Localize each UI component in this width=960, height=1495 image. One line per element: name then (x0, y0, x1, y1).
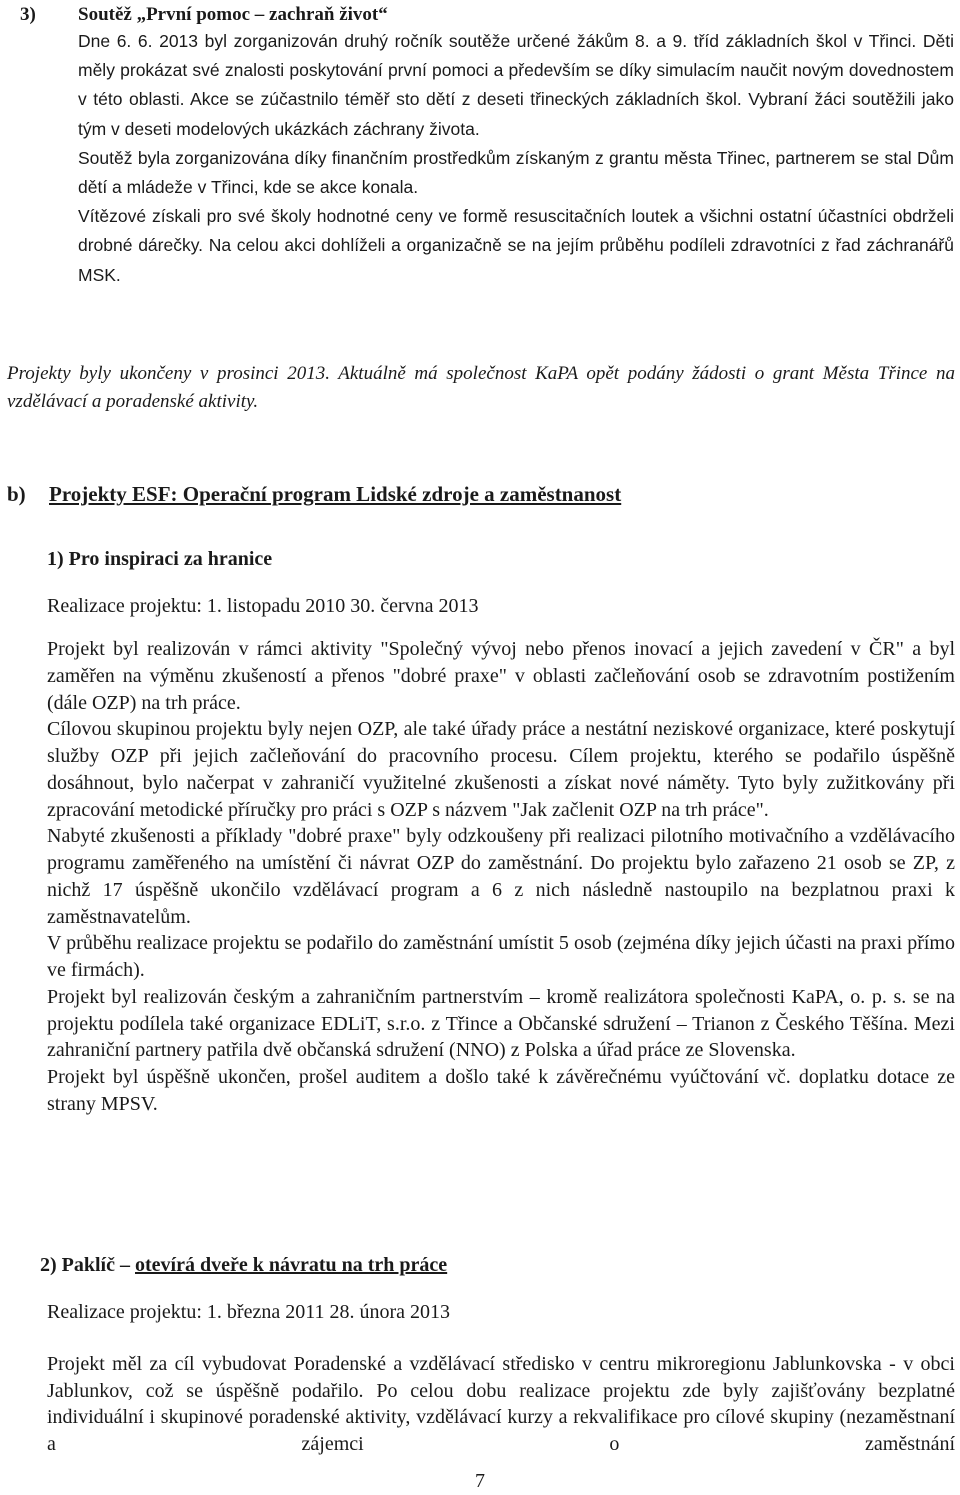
project-2-title-prefix: 2) Paklíč – (40, 1254, 130, 1276)
section-3-heading (20, 4, 388, 26)
paragraph: Cílovou skupinou projektu byly nejen OZP, ale také úřady práce a nestátní neziskové organizace, které poskytují služby OZP při jejich začleňování do pracovního procesu. Cílem projektu, kterého se podařilo úspěšně dosáhnout, bylo načerpat v zahraničí využitelné zkušenosti a získat nové náměty. Tyto byly zužitkovány při zpracování metodické příručky pro práci s OZP s názvem "Jak začlenit OZP na trh práce". (47, 718, 955, 821)
paragraph: Dne 6. 6. 2013 byl zorganizován druhý ročník soutěže určené žákům 8. a 9. tříd základních škol v Třinci. Děti měly prokázat své znalosti poskytování první pomoci a především se díky simulacím naučit novým dovednostem v této oblasti. Akce se zúčastnilo téměř sto dětí z deseti třineckých základních škol. Vybraní žáci soutěžili jako tým v deseti modelových ukázkách záchrany života. (78, 31, 954, 139)
project-2-title (40, 1254, 447, 1277)
section-b-heading (7, 482, 621, 507)
section-b-title: Projekty ESF: Operační program Lidské zdroje a zaměstnanost (49, 482, 622, 506)
paragraph: Projekt byl úspěšně ukončen, prošel auditem a došlo také k závěrečnému vyúčtování vč. doplatku dotace ze strany MPSV. (47, 1066, 955, 1115)
section-3-body (78, 27, 954, 290)
paragraph: V průběhu realizace projektu se podařilo do zaměstnání umístit 5 osob (zejména díky jejich účasti na praxi přímo ve firmách). (47, 932, 955, 981)
paragraph: Projekt byl realizován v rámci aktivity "Společný vývoj nebo přenos inovací a jejich zavedení v ČR" a byl zaměřen na výměnu zkušeností a přenos "dobré praxe" v oblasti začleňování osob se zdravotním postižením (dále OZP) na trh práce. (47, 638, 955, 714)
project-1-realization: Realizace projektu: 1. listopadu 2010 30. června 2013 (47, 595, 479, 617)
section-3-title: Soutěž „První pomoc – zachraň život“ (78, 4, 388, 25)
project-1-title: 1) Pro inspiraci za hranice (47, 548, 273, 570)
project-1-body (47, 636, 955, 1118)
paragraph: Nabyté zkušenosti a příklady "dobré praxe" byly odzkoušeny při realizaci pilotního motivačního a vzdělávacího programu zaměřeného na umístění či návrat OZP do zaměstnání. Do projektu bylo zařazeno 21 osob se ZP, z nichž 17 úspěšně ukončilo vzdělávací program a 6 z nich následně nastoupilo na bezplatnou praxi k zaměstnavatelům. (47, 825, 955, 928)
page-number: 7 (475, 1470, 485, 1492)
project-2-body: Projekt měl za cíl vybudovat Poradenské a vzdělávací středisko v centru mikroregionu Jablunkovska - v obci Jablunkov, což se úspěšně podařilo. Po celou dobu realizace projektu zde byly zajišťovány bezplatné individuální i skupinové poradenské aktivity, vzdělávací kurzy a rekvalifikace pro cílové skupiny (nezaměstnaní a zájemci o zaměstnání (47, 1353, 955, 1456)
section-3-number: 3) (20, 4, 36, 25)
section-b-label: b) (7, 482, 26, 506)
project-2-realization: Realizace projektu: 1. března 2011 28. února 2013 (47, 1301, 451, 1323)
paragraph: Vítězové získali pro své školy hodnotné ceny ve formě resuscitačních loutek a všichni ostatní účastníci obdrželi drobné dárečky. Na celou akci dohlíželi a organizačně se na jejím průběhu podíleli zdravotníci z řad záchranářů MSK. (78, 206, 954, 285)
project-2-title-rest: otevírá dveře k návratu na trh práce (135, 1254, 448, 1276)
paragraph: Soutěž byla zorganizována díky finančním prostředkům získaným z grantu města Třinec, partnerem se stal Dům dětí a mládeže v Třinci, kde se akce konala. (78, 147, 954, 198)
projects-note: Projekty byly ukončeny v prosinci 2013. Aktuálně má společnost KaPA opět podány žádosti o grant Města Třince na vzdělávací a poradenské aktivity. (7, 363, 955, 412)
paragraph: Projekt byl realizován českým a zahraničním partnerstvím – kromě realizátora společnosti KaPA, o. p. s. se na projektu podílela také organizace EDLiT, s.r.o. z Třince a Občanské sdružení – Trianon z Českého Těšína. Mezi zahraniční partnery patřila dvě občanská sdružení (NNO) z Polska a úřad práce ze Slovenska. (47, 985, 955, 1062)
